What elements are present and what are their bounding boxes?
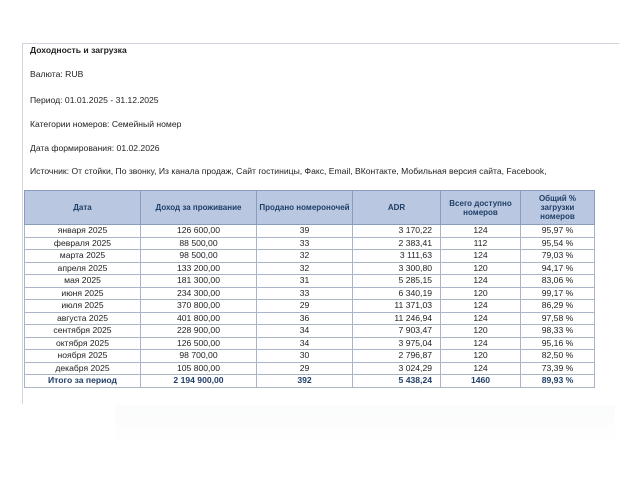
cell-available: 124 bbox=[441, 225, 521, 238]
table-row bbox=[25, 312, 595, 325]
cell-revenue: 401 800,00 bbox=[141, 312, 257, 325]
cell-available: 124 bbox=[441, 300, 521, 313]
table-row bbox=[25, 300, 595, 313]
cell-revenue: 98 700,00 bbox=[141, 350, 257, 363]
cell-revenue: 126 600,00 bbox=[141, 225, 257, 238]
cell-adr: 11 246,94 bbox=[353, 312, 441, 325]
total-occupancy: 89,93 % bbox=[521, 375, 595, 388]
cell-date: июля 2025 bbox=[25, 300, 141, 313]
table-row bbox=[25, 250, 595, 263]
cell-sold: 32 bbox=[257, 262, 353, 275]
cell-available: 112 bbox=[441, 237, 521, 250]
table-row bbox=[25, 237, 595, 250]
report-period: Период: 01.01.2025 - 31.12.2025 bbox=[30, 95, 159, 105]
cell-date: декабря 2025 bbox=[25, 362, 141, 375]
header-date: Дата bbox=[25, 191, 141, 225]
revenue-occupancy-table bbox=[24, 190, 595, 388]
cell-occupancy: 73,39 % bbox=[521, 362, 595, 375]
cell-occupancy: 95,54 % bbox=[521, 237, 595, 250]
cell-adr: 6 340,19 bbox=[353, 287, 441, 300]
total-available: 1460 bbox=[441, 375, 521, 388]
cell-occupancy: 86,29 % bbox=[521, 300, 595, 313]
cell-revenue: 181 300,00 bbox=[141, 275, 257, 288]
total-revenue: 2 194 900,00 bbox=[141, 375, 257, 388]
report-sources: Источник: От стойки, По звонку, Из канала продаж, Сайт гостиницы, Факс, Email, ВКонтакте, Мобильная версия сайта, Facebook, bbox=[30, 166, 547, 176]
cell-adr: 3 024,29 bbox=[353, 362, 441, 375]
cell-adr: 11 371,03 bbox=[353, 300, 441, 313]
cell-date: февраля 2025 bbox=[25, 237, 141, 250]
cell-sold: 29 bbox=[257, 300, 353, 313]
cell-sold: 36 bbox=[257, 312, 353, 325]
header-occupancy: Общий % загрузки номеров bbox=[521, 191, 595, 225]
cell-sold: 32 bbox=[257, 250, 353, 263]
header-available-rooms: Всего доступно номеров bbox=[441, 191, 521, 225]
cell-sold: 31 bbox=[257, 275, 353, 288]
cell-available: 124 bbox=[441, 337, 521, 350]
cell-sold: 34 bbox=[257, 337, 353, 350]
cell-occupancy: 97,58 % bbox=[521, 312, 595, 325]
cell-available: 124 bbox=[441, 312, 521, 325]
cell-revenue: 228 900,00 bbox=[141, 325, 257, 338]
cell-date: июня 2025 bbox=[25, 287, 141, 300]
cell-adr: 3 300,80 bbox=[353, 262, 441, 275]
cell-sold: 29 bbox=[257, 362, 353, 375]
cell-available: 120 bbox=[441, 287, 521, 300]
cell-date: ноября 2025 bbox=[25, 350, 141, 363]
cell-occupancy: 95,97 % bbox=[521, 225, 595, 238]
cell-date: марта 2025 bbox=[25, 250, 141, 263]
total-adr: 5 438,24 bbox=[353, 375, 441, 388]
cell-occupancy: 83,06 % bbox=[521, 275, 595, 288]
table-header-row bbox=[25, 191, 595, 225]
cell-available: 120 bbox=[441, 325, 521, 338]
table-row bbox=[25, 350, 595, 363]
header-adr: ADR bbox=[353, 191, 441, 225]
cell-adr: 3 170,22 bbox=[353, 225, 441, 238]
report-generated-date: Дата формирования: 01.02.2026 bbox=[30, 143, 160, 153]
cell-revenue: 133 200,00 bbox=[141, 262, 257, 275]
table-row bbox=[25, 362, 595, 375]
table-row bbox=[25, 262, 595, 275]
cell-available: 120 bbox=[441, 350, 521, 363]
cell-occupancy: 82,50 % bbox=[521, 350, 595, 363]
cell-date: сентября 2025 bbox=[25, 325, 141, 338]
cell-available: 120 bbox=[441, 262, 521, 275]
cell-date: января 2025 bbox=[25, 225, 141, 238]
table-row bbox=[25, 325, 595, 338]
header-revenue: Доход за проживание bbox=[141, 191, 257, 225]
table-row bbox=[25, 287, 595, 300]
cell-date: октября 2025 bbox=[25, 337, 141, 350]
cell-sold: 30 bbox=[257, 350, 353, 363]
table-total-row bbox=[25, 375, 595, 388]
cell-adr: 5 285,15 bbox=[353, 275, 441, 288]
cell-adr: 7 903,47 bbox=[353, 325, 441, 338]
cell-date: апреля 2025 bbox=[25, 262, 141, 275]
report-room-category: Категории номеров: Семейный номер bbox=[30, 119, 182, 129]
cell-occupancy: 98,33 % bbox=[521, 325, 595, 338]
cell-sold: 33 bbox=[257, 237, 353, 250]
lower-blank-area bbox=[115, 405, 615, 445]
cell-occupancy: 94,17 % bbox=[521, 262, 595, 275]
cell-occupancy: 95,16 % bbox=[521, 337, 595, 350]
cell-sold: 33 bbox=[257, 287, 353, 300]
cell-occupancy: 99,17 % bbox=[521, 287, 595, 300]
cell-date: мая 2025 bbox=[25, 275, 141, 288]
report-title: Доходность и загрузка bbox=[30, 45, 127, 55]
cell-revenue: 370 800,00 bbox=[141, 300, 257, 313]
cell-available: 124 bbox=[441, 250, 521, 263]
cell-adr: 3 111,63 bbox=[353, 250, 441, 263]
cell-available: 124 bbox=[441, 362, 521, 375]
cell-revenue: 126 500,00 bbox=[141, 337, 257, 350]
table-row bbox=[25, 275, 595, 288]
report-currency: Валюта: RUB bbox=[30, 69, 84, 79]
table-row bbox=[25, 225, 595, 238]
header-sold-nights: Продано номероночей bbox=[257, 191, 353, 225]
cell-date: августа 2025 bbox=[25, 312, 141, 325]
cell-adr: 2 796,87 bbox=[353, 350, 441, 363]
cell-adr: 3 975,04 bbox=[353, 337, 441, 350]
cell-revenue: 88 500,00 bbox=[141, 237, 257, 250]
cell-occupancy: 79,03 % bbox=[521, 250, 595, 263]
cell-revenue: 234 300,00 bbox=[141, 287, 257, 300]
cell-sold: 39 bbox=[257, 225, 353, 238]
cell-available: 124 bbox=[441, 275, 521, 288]
cell-sold: 34 bbox=[257, 325, 353, 338]
table-row bbox=[25, 337, 595, 350]
cell-revenue: 105 800,00 bbox=[141, 362, 257, 375]
cell-adr: 2 383,41 bbox=[353, 237, 441, 250]
total-sold: 392 bbox=[257, 375, 353, 388]
total-label: Итого за период bbox=[25, 375, 141, 388]
cell-revenue: 98 500,00 bbox=[141, 250, 257, 263]
